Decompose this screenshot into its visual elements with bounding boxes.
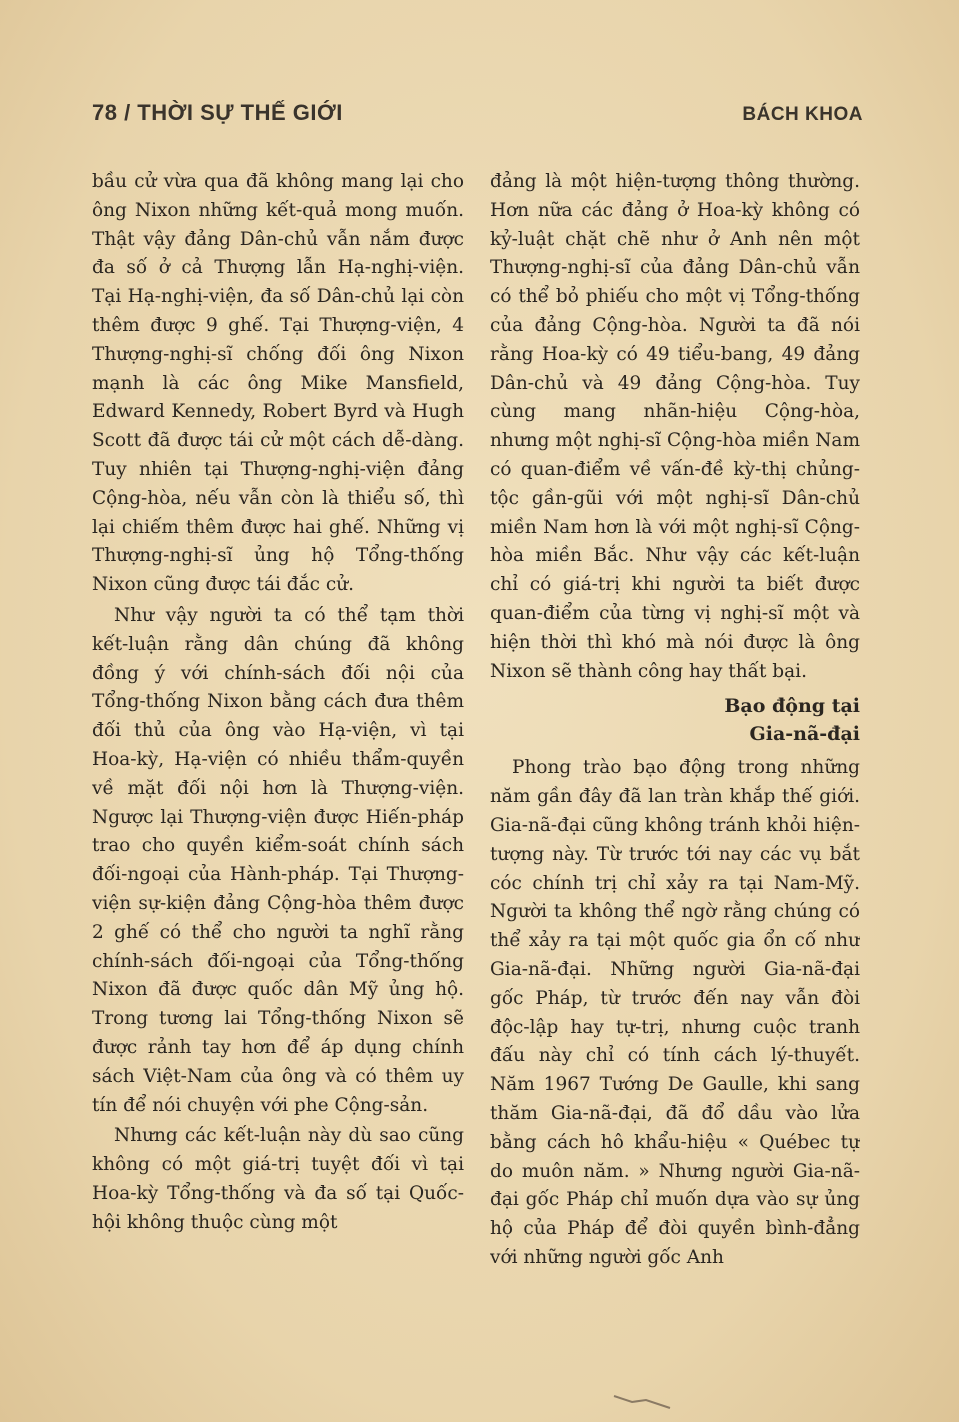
paragraph: đảng là một hiện-tượng thông thường. Hơn nữa các đảng ở Hoa-kỳ không có kỷ-luật chặt chẽ như ở Anh nên một Thượng-nghị-sĩ của đảng Dân-chủ vẫn có thể bỏ phiếu cho một vị Tổng-thống của đảng Cộng-hòa. Người ta đã nói rằng Hoa-kỳ có 49 tiểu-bang, 49 đảng Dân-chủ và 49 đảng Cộng-hòa. Tuy cùng mang nhãn-hiệu Cộng-hòa, nhưng một nghị-sĩ Cộng-hòa miền Nam có quan-điểm về vấn-đề kỳ-thị chủng-tộc gần-gũi với một nghị-sĩ Dân-chủ miền Nam hơn là với một nghị-sĩ Cộng-hòa miền Bắc. Như vậy các kết-luận chỉ có giá-trị khi người ta biết được quan-điểm của từng vị nghị-sĩ một và hiện thời thì khó mà nói được là ông Nixon sẽ thành công hay thất bại. xyxy=(490,171,860,682)
section-heading-line: Bạo động tại xyxy=(724,695,860,718)
section-heading-line: Gia-nã-đại xyxy=(749,723,860,746)
right-column xyxy=(490,168,860,1273)
paragraph: Phong trào bạo động trong những năm gần đây đã lan tràn khắp thế giới. Gia-nã-đại cũng không tránh khỏi hiện-tượng này. Từ trước tới nay các vụ bắt cóc chính trị chỉ xảy ra tại Nam-Mỹ. Người ta không thể ngờ rằng chúng có thể xảy ra tại một quốc gia ổn cố như Gia-nã-đại. Những người Gia-nã-đại gốc Pháp, từ trước đến nay vẫn đòi độc-lập hay tự-trị, nhưng cuộc tranh đấu này chỉ có tính cách lý-thuyết. Năm 1967 Tướng De Gaulle, khi sang thăm Gia-nã-đại, đã đổ dầu vào lửa bằng cách hô khẩu-hiệu « Québec tự do muôn năm. » Nhưng người Gia-nã-đại gốc Pháp chỉ muốn dựa vào sự ủng hộ của Pháp để đòi quyền bình-đẳng với những người gốc Anh xyxy=(490,757,860,1268)
left-column xyxy=(92,168,464,1237)
page-header xyxy=(92,100,863,126)
paragraph: Nhưng các kết-luận này dù sao cũng không có một giá-trị tuyệt đối vì tại Hoa-kỳ Tổng-thống và đa số tại Quốc-hội không thuộc cùng một xyxy=(92,1125,464,1233)
running-title: 78 / THỜI SỰ THẾ GIỚI xyxy=(92,100,343,125)
journal-name: BÁCH KHOA xyxy=(742,104,863,125)
paper-tear-mark xyxy=(612,1392,672,1410)
section-heading xyxy=(490,692,860,748)
paragraph: bầu cử vừa qua đã không mang lại cho ông Nixon những kết-quả mong muốn. Thật vậy đảng Dân-chủ vẫn nắm được đa số ở cả Thượng lẫn Hạ-nghị-viện. Tại Hạ-nghị-viện, đa số Dân-chủ lại còn thêm được 9 ghế. Tại Thượng-viện, 4 Thượng-nghị-sĩ chống đối ông Nixon mạnh là các ông Mike Mansfield, Edward Kennedy, Robert Byrd và Hugh Scott đã được tái cử một cách dễ-dàng. Tuy nhiên tại Thượng-nghị-viện đảng Cộng-hòa, nếu vẫn còn là thiểu số, thì lại chiếm thêm được hai ghế. Những vị Thượng-nghị-sĩ ủng hộ Tổng-thống Nixon cũng được tái đắc cử. xyxy=(92,171,464,596)
paragraph: Như vậy người ta có thể tạm thời kết-luận rằng dân chúng đã không đồng ý với chính-sách đối nội của Tổng-thống Nixon bằng cách đưa thêm đối thủ của ông vào Hạ-viện, vì tại Hoa-kỳ, Hạ-viện có nhiều thẩm-quyền về mặt đối nội hơn là Thượng-viện. Ngược lại Thượng-viện được Hiến-pháp trao cho quyền kiểm-soát chính sách đối-ngoại của Hành-pháp. Tại Thượng-viện sự-kiện đảng Cộng-hòa thêm được 2 ghế có thể cho người ta nghĩ rằng chính-sách đối-ngoại của Tổng-thống Nixon đã được quốc dân Mỹ ủng hộ. Trong tương lai Tổng-thống Nixon sẽ được rảnh tay hơn để áp dụng chính sách Việt-Nam của ông và có thêm uy tín để nói chuyện với phe Cộng-sản. xyxy=(92,604,464,1116)
